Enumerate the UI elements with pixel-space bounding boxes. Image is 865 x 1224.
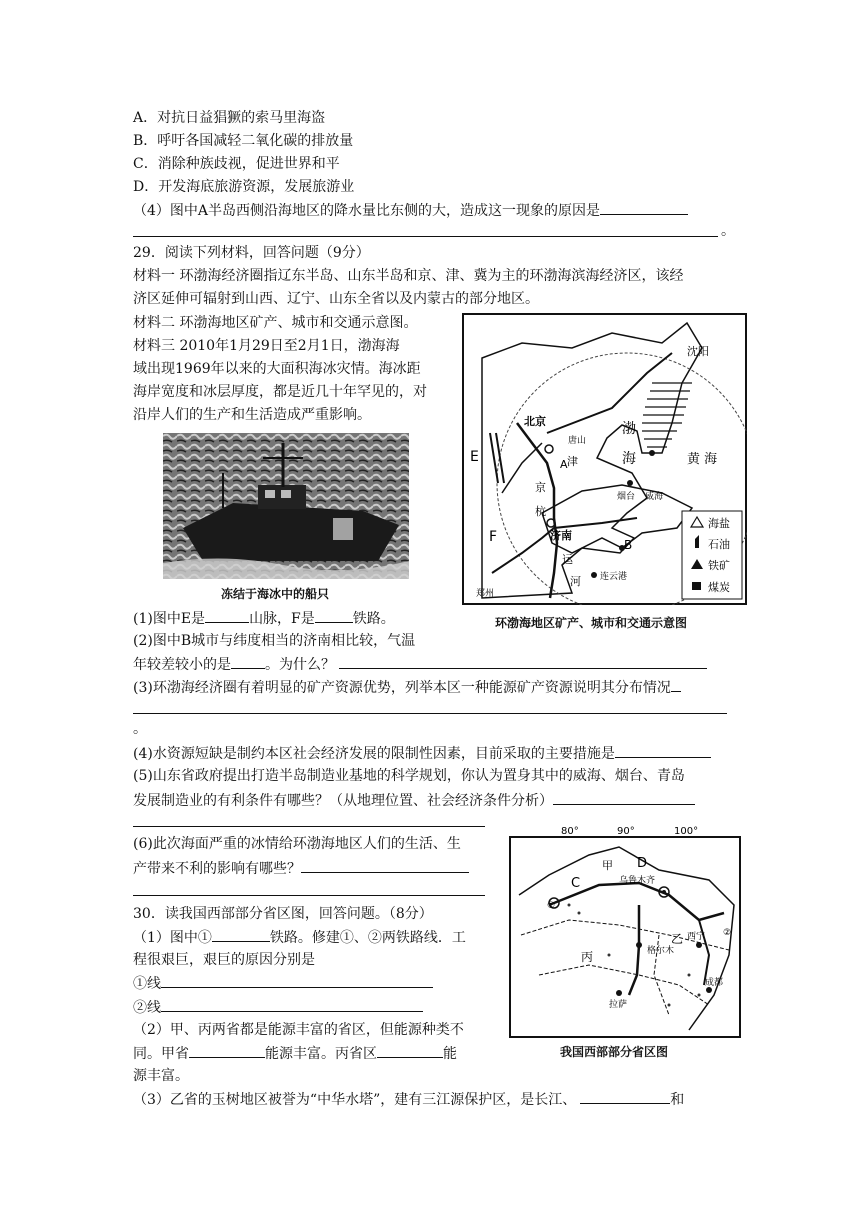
legend-oil: 石油 [708, 538, 730, 551]
map-label-circle-1: ① [547, 901, 556, 911]
answer-blank[interactable] [553, 790, 695, 805]
q30-sub-2-line-3: 源丰富。 [133, 1068, 189, 1084]
q29-sub-6-prompt: 产带来不利的影响有哪些？ [133, 861, 301, 877]
western-map-caption: 我国西部部分省区图 [560, 1045, 669, 1059]
option-c: C．消除种族歧视，促进世界和平 [133, 156, 340, 172]
map-label-weihai: 威海 [645, 492, 664, 502]
coal-icon [692, 582, 701, 590]
answer-blank[interactable] [377, 1043, 443, 1058]
map-label-beijing: 北京 [524, 415, 546, 428]
western-china-map [509, 825, 741, 1038]
map-label-e: E [470, 449, 479, 465]
q29-sub-2-b: 。为什么？ [265, 657, 335, 673]
frozen-ship-photo [163, 433, 409, 579]
q29-sub-1 [133, 608, 395, 629]
q29-sub-6-line-1: (6)此次海面严重的冰情给环渤海地区人们的生活、生 [133, 836, 461, 852]
map-label-chengdu: 成都 [705, 978, 724, 988]
map-label-yi: 乙 [671, 932, 684, 946]
end-mark: 。 [721, 223, 735, 239]
map-label-lon80: 80° [561, 826, 579, 837]
q30-sub-1 [133, 927, 466, 948]
map-label-tangshan: 唐山 [568, 436, 587, 446]
q30-sub-2-line-1: （2）甲、丙两省都是能源丰富的省区，但能源种类不 [133, 1022, 464, 1038]
answer-blank[interactable] [339, 654, 707, 669]
map-label-yantai: 烟台 [617, 492, 636, 502]
q30-sub-3-end: 和 [670, 1092, 685, 1108]
map-label-f: F [489, 529, 498, 545]
option-b: B．呼吁各国减轻二氧化碳的排放量 [133, 133, 354, 149]
q30-title: 30．读我国西部部分省区图，回答问题。（8分） [133, 906, 433, 922]
answer-blank[interactable] [205, 608, 249, 623]
q30-sub-1-line-2: 程很艰巨，艰巨的原因分别是 [133, 952, 315, 968]
q30-sub-2-line-2 [133, 1043, 457, 1064]
q29-sub-2-a: 年较差较小的是 [133, 657, 231, 673]
answer-blank[interactable] [600, 200, 688, 215]
map-label-shenyang: 沈阳 [687, 345, 709, 358]
map-caption: 环渤海地区矿产、城市和交通示意图 [495, 616, 688, 630]
map-label-hang: 杭 [535, 505, 546, 518]
map-label-jing: 京 [535, 481, 546, 494]
map-label-circle-2: ② [723, 928, 732, 938]
q29-material-3-line-3: 海岸宽度和冰层厚度，都是近几十年罕见的，对 [133, 384, 427, 400]
q29-material-1-line-2: 济区延伸可辐射到山西、辽宁、山东全省以及内蒙古的部分地区。 [133, 291, 539, 307]
question-4-text [133, 200, 688, 221]
q29-sub-6-line-2 [133, 858, 469, 879]
q29-sub-1-b: 山脉，F是 [249, 611, 315, 627]
q29-material-3-line-4: 沿岸人们的生产和生活造成严重影响。 [133, 407, 371, 423]
map-label-c: C [571, 876, 581, 891]
q30-sub-2-c: 能 [443, 1046, 457, 1062]
q30-line-2 [133, 997, 423, 1018]
answer-line[interactable] [133, 895, 485, 896]
q29-material-3-line-2: 域出现1969年以来的大面积海冰灾情。海冰距 [133, 361, 421, 377]
answer-line[interactable] [133, 713, 727, 714]
map-label-tianjin: 津 [567, 455, 578, 468]
q29-sub-2-line-2 [133, 654, 707, 675]
answer-blank[interactable] [615, 743, 711, 758]
answer-line[interactable] [133, 236, 718, 237]
q30-sub-1-b: 铁路。修建①、②两铁路线．工 [269, 930, 466, 946]
q30-line-1-label: ①线 [133, 976, 161, 992]
map-label-lon90: 90° [617, 826, 635, 837]
map-label-wulumuqi: 乌鲁木齐 [619, 876, 656, 886]
q30-line-2-label: ②线 [133, 1000, 161, 1016]
answer-blank[interactable] [231, 654, 265, 669]
q29-sub-5-line-1: (5)山东省政府提出打造半岛制造业基地的科学规划，你认为置身其中的威海、烟台、青岛 [133, 768, 685, 784]
q29-material-2: 材料二 环渤海地区矿产、城市和交通示意图。 [133, 315, 418, 331]
map-label-bo: 渤 [622, 421, 636, 437]
q30-sub-1-a: （1）图中① [133, 930, 212, 946]
map-label-lasa: 拉萨 [609, 1000, 628, 1010]
answer-blank[interactable] [671, 677, 681, 692]
q30-sub-3 [133, 1089, 684, 1110]
map-label-d: D [637, 856, 648, 871]
option-a: A．对抗日益猖獗的索马里海盗 [133, 110, 326, 126]
map-label-huanghai: 黄 海 [687, 452, 718, 467]
q29-sub-4 [133, 743, 711, 764]
question-4-prompt: （4）图中A半岛西侧沿海地区的降水量比东侧的大，造成这一现象的原因是 [133, 203, 601, 219]
map-label-bing: 丙 [581, 950, 594, 964]
map-label-jinan: 济南 [550, 529, 572, 542]
answer-blank[interactable] [212, 927, 270, 942]
answer-blank[interactable] [189, 1043, 265, 1058]
map-label-b: B [624, 538, 633, 552]
map-label-hai: 海 [622, 451, 636, 467]
option-d: D．开发海底旅游资源，发展旅游业 [133, 179, 355, 195]
legend-coal: 煤炭 [708, 581, 730, 594]
q29-material-3-line-1: 材料三 2010年1月29日至2月1日，渤海海 [133, 338, 400, 354]
map-label-geermu: 格尔木 [647, 946, 675, 956]
map-label-a: A [560, 458, 568, 471]
map-label-lianyungang: 连云港 [600, 572, 628, 582]
answer-line[interactable] [133, 826, 485, 827]
q29-sub-3-prompt: (3)环渤海经济圈有着明显的矿产资源优势，列举本区一种能源矿产资源说明其分布情况 [133, 680, 671, 696]
answer-blank[interactable] [315, 608, 353, 623]
photo-caption: 冻结于海冰中的船只 [221, 587, 330, 601]
q29-material-1-line-1: 材料一 环渤海经济圈指辽东半岛、山东半岛和京、津、冀为主的环渤海滨海经济区，该经 [133, 268, 684, 284]
q30-sub-2-b: 能源丰富。丙省区 [265, 1046, 377, 1062]
map-label-lon100: 100° [674, 826, 699, 837]
map-label-yun: 运 [562, 553, 573, 566]
q30-sub-3-prompt: （3）乙省的玉树地区被誉为“中华水塔”，建有三江源保护区，是长江、 [133, 1092, 577, 1108]
bohai-region-map [462, 313, 747, 605]
end-mark: 。 [133, 721, 147, 737]
map-label-xining: 西宁 [687, 932, 706, 942]
q29-sub-1-a: (1)图中E是 [133, 611, 206, 627]
q29-title: 29．阅读下列材料，回答问题（9分） [133, 245, 370, 261]
answer-blank[interactable] [161, 973, 433, 988]
q29-sub-5-line-2 [133, 790, 695, 811]
q29-sub-3 [133, 677, 681, 698]
map-label-jia: 甲 [602, 859, 613, 872]
q29-sub-4-prompt: (4)水资源短缺是制约本区社会经济发展的限制性因素，目前采取的主要措施是 [133, 746, 615, 762]
q29-sub-2-line-1: (2)图中B城市与纬度相当的济南相比较，气温 [133, 633, 416, 649]
q30-line-1 [133, 973, 433, 994]
answer-blank[interactable] [161, 997, 423, 1012]
answer-blank[interactable] [301, 858, 469, 873]
answer-blank[interactable] [580, 1089, 670, 1104]
map-label-zhengzhou: 郑州 [476, 589, 495, 599]
legend-iron: 铁矿 [708, 559, 730, 572]
map-label-he: 河 [570, 575, 581, 588]
legend-salt: 海盐 [708, 517, 730, 530]
q29-sub-5-prompt: 发展制造业的有利条件有哪些？（从地理位置、社会经济条件分析） [133, 793, 553, 809]
q29-sub-1-c: 铁路。 [352, 611, 395, 627]
q30-sub-2-a: 同。甲省 [133, 1046, 189, 1062]
